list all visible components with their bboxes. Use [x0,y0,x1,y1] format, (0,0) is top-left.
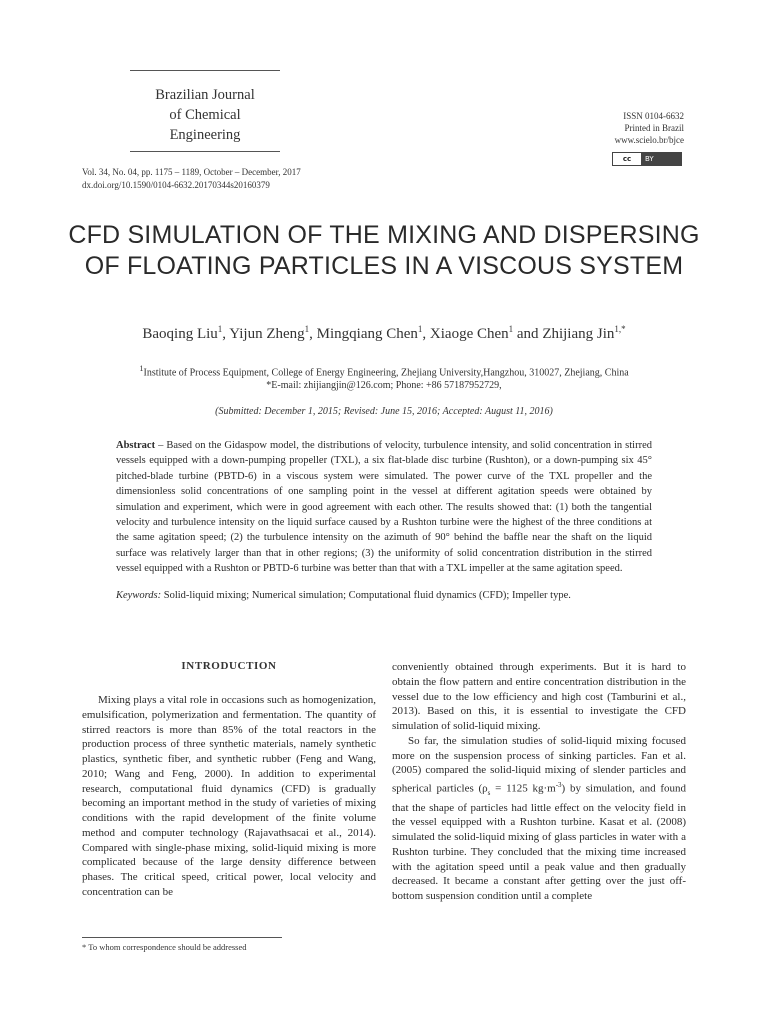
affiliation-text: Institute of Process Equipment, College of Energy Engineering, Zhejiang University,Hangzhou, 310027, Zhejiang, China [143,367,629,379]
affiliation-sup: 1 [139,364,144,373]
body-text: ) by simulation, and found that the shape of particles had little effect on the velocity field in the vessel equipped with a Rushton turbine. Kasat et al. (2008) simulated the solid-liquid mixing of glass particles in water with a Rushton turbine. They concluded that the mixing time increased with the agitation speed until a peak value and then gradually decreased. It became a constant after getting over the just off-bottom suspension condition until a complete [392,782,687,903]
author-sup: 1 [508,324,514,334]
author-name: Mingqiang Chen [316,326,418,342]
doi-line[interactable]: dx.doi.org/10.1590/0104-6632.20170344s20160379 [82,180,270,190]
superscript: -3 [555,781,562,789]
printed-in: Printed in Brazil [624,123,684,133]
author-separator: , [309,326,317,342]
keywords [116,590,652,601]
abstract-text: – Based on the Gidaspow model, the distributions of velocity, turbulence intensity, and solid concentration in stirred vessels equipped with a down-pumping propeller (TXL), a six flat-blade disc turbine (Rushton), or a down-pumping six 45° pitched-blade turbine (PBTD-6) in a viscous system were simulated. The power curve of the TXL propeller and the dimensionless solid concentrations of one sampling point in the vessel at different agitation speeds were obtained by simulation and experiment, which were in good agreement with each other. The results showed that: (1) both the tangential velocity and turbulence intensity on the liquid surface caused by a Rushton turbine were the highest of the three conditions at the same agitation speed; (2) the turbulence intensity on the azimuth of 90° behind the baffle near the shaft on the liquid surface was relatively larger than that in other regions; (3) the uniformity of solid concentration distribution in the stirred vessel equipped with a Rushton or PBTD-6 turbine was better than that with a TXL impeller at the same agitation speed. [116,440,652,575]
author-sup: 1 [417,324,423,334]
journal-name-line: Brazilian Journal [155,87,255,103]
author-name: Baoqing Liu [142,326,218,342]
affiliation-line [60,362,708,379]
footnote-divider [82,937,282,938]
subscript: s [487,788,491,797]
author-separator: , [222,326,230,342]
citation-block [82,166,301,192]
journal-name-line: of Chemical [169,107,241,123]
author-name: Yijun Zheng [229,326,305,342]
keywords-text: Solid-liquid mixing; Numerical simulation; Computational fluid dynamics (CFD); Impeller type. [161,590,571,601]
abstract [116,438,652,577]
keywords-label: Keywords: [116,590,162,601]
footnote: * To whom correspondence should be addressed [82,942,247,952]
journal-name-box [130,70,280,152]
issn-block [615,110,684,146]
submission-dates: (Submitted: December 1, 2015; Revised: June 15, 2016; Accepted: August 11, 2016) [215,406,553,417]
left-column [82,693,376,900]
cc-license-mark: cc [613,153,641,165]
body-paragraph: Mixing plays a vital role in occasions such as homogenization, emulsification, polymerization and fermentation. The quantity of stirred reactors is more than 85% of the total reactors in the production process of three synthetic materials, namely synthetic plastics, synthetic fiber, and synthetic rubber (Feng and Wang, 2010; Wang and Feng, 2000). In addition to experimental research, computational fluid dynamics (CFD) is gradually becoming an important method in the study of varieties of mixing conditions with the rapid development of the finite volume method and computer technology (Rajavathsacai et al., 2014). Compared with single-phase mixing, solid-liquid mixing is more complicated because of the large density difference between phases. The critical speed, critical power, local velocity and concentration can be [82,694,376,898]
abstract-label: Abstract [116,440,156,451]
body-text: = 1125 kg·m [490,782,556,795]
volume-line: Vol. 34, No. 04, pp. 1175 – 1189, October – December, 2017 [82,167,301,177]
affiliation [60,362,708,392]
author-name: Xiaoge Chen [429,326,509,342]
author-sup: 1,* [614,324,626,334]
body-text: So far, the simulation studies of solid-liquid mixing focused more on the suspension process of sinking particles. Fan et al.(2005) compared the solid-liquid mixing of slender particles and spherical particles (ρ [392,734,686,795]
journal-url[interactable]: www.scielo.br/bjce [614,135,684,145]
body-paragraph: conveniently obtained through experiments. But it is hard to obtain the flow pattern and entire concentration distribution in the vessel due to the low efficiency and high cost (Tamburini et al., 2013). Based on this, it is essential to investigate the CFD simulation of solid-liquid mixing. [392,661,686,732]
author-separator: and [513,326,543,342]
cc-license-icon[interactable] [612,152,682,166]
paper-title: CFD SIMULATION OF THE MIXING AND DISPERSING OF FLOATING PARTICLES IN A VISCOUS SYSTEM [68,221,700,280]
right-column [392,660,686,904]
journal-name-line: Engineering [169,127,241,143]
author-sup: 1 [217,324,223,334]
cc-license-by: BY [641,153,681,165]
section-heading: INTRODUCTION [181,660,277,672]
contact-line: *E-mail: zhijiangjin@126.com; Phone: +86 57187952729, [266,380,502,392]
author-separator: , [422,326,430,342]
author-sup: 1 [304,324,310,334]
author-name: Zhijiang Jin [542,326,615,342]
author-list [60,324,708,343]
body-paragraph [392,734,686,904]
issn: ISSN 0104-6632 [623,111,684,121]
